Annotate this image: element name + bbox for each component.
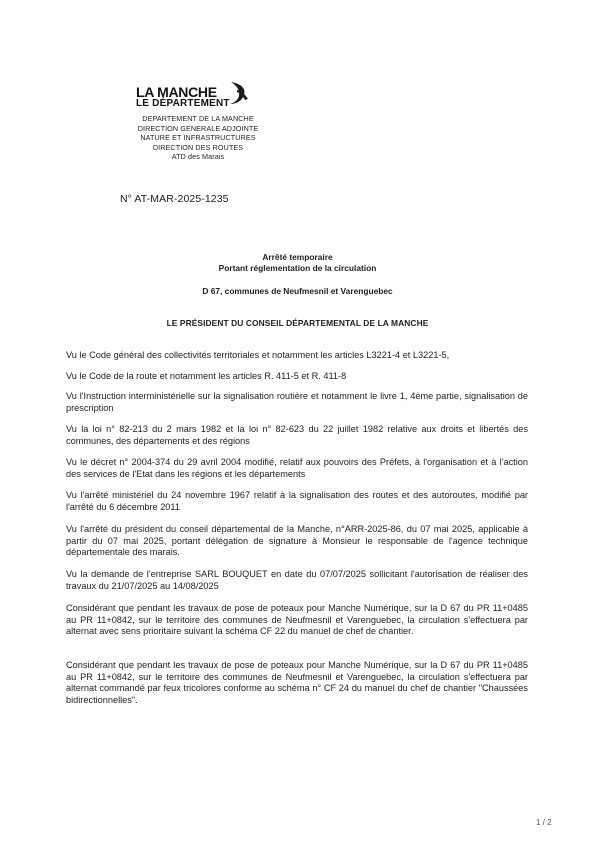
org-line: ATD des Marais bbox=[171, 152, 225, 161]
organization-lines bbox=[128, 114, 268, 162]
document-title: Arrêté temporaire bbox=[262, 252, 333, 262]
logo-subtitle: LE DÉPARTEMENT bbox=[136, 98, 230, 109]
reference-number: N° AT-MAR-2025-1235 bbox=[120, 193, 229, 205]
issuer-heading: LE PRÉSIDENT DU CONSEIL DÉPARTEMENTAL DE LA MANCHE bbox=[166, 318, 429, 328]
paragraph: Considérant que pendant les travaux de pose de poteaux pour Manche Numérique, sur la D 67 du PR 11+0485 au PR 11+0842, sur le territoire des communes de Neufmesnil et Varenguebec, la circulation s'effectuera par alternat avec sens prioritaire suivant la schéma CF 22 du manuel de chef de chantier. bbox=[66, 603, 528, 637]
paragraph: Vu le Code général des collectivités territoriales et notamment les articles L3221-4 et L3221-5, bbox=[66, 350, 450, 360]
paragraph: Considérant que pendant les travaux de pose de poteaux pour Manche Numérique, sur la D 67 du PR 11+0485 au PR 11+0842, sur le territoire des communes de Neufmesnil et Varenguebec, la circulation s'effectuera par alternat commandé par feux tricolores conforme au schéma n° CF 24 du manuel du chef de chantier "Chaussées bidirectionnelles". bbox=[66, 660, 528, 705]
logo bbox=[128, 84, 268, 110]
org-line: DIRECTION GENERALE ADJOINTE bbox=[137, 123, 259, 133]
road-location: D 67, communes de Neufmesnil et Varenguebec bbox=[202, 286, 393, 296]
page-number: 1 / 2 bbox=[536, 818, 552, 827]
paragraph: Vu le Code de la route et notamment les articles R. 411-5 et R. 411-8 bbox=[66, 371, 347, 381]
org-line: DIRECTION DES ROUTES bbox=[152, 142, 244, 152]
paragraph: Vu la demande de l'entreprise SARL BOUQUET en date du 07/07/2025 sollicitant l'autorisation de réaliser des travaux du 21/07/2025 au 14/08/2025 bbox=[66, 569, 528, 591]
paragraph: Vu le décret n° 2004-374 du 29 avril 2004 modifié, relatif aux pouvoirs des Préfets, à l'organisation et à l'action des services de l'Etat dans les régions et les départements bbox=[66, 457, 528, 479]
paragraph: Vu l'Instruction interministérielle sur la signalisation routière et notamment le livre 1, 4ème partie, signalisation de prescription bbox=[66, 391, 528, 413]
logo-title: LA MANCHE bbox=[136, 84, 217, 100]
org-line: NATURE ET INFRASTRUCTURES bbox=[140, 133, 256, 142]
paragraph: Vu la loi n° 82-213 du 2 mars 1982 et la loi n° 82-623 du 22 juillet 1982 relative aux droits et libertés des communes, des départements et des régions bbox=[66, 424, 528, 446]
paragraph: Vu l'arrêté du président du conseil départemental de la Manche, n°ARR-2025-86, du 07 mai 2025, applicable à partir du 07 mai 2025, portant délégation de signature à Monsieur le responsable de l'agence technique départementale des marais. bbox=[66, 524, 528, 558]
manche-logo-icon bbox=[228, 80, 250, 106]
department-header bbox=[128, 84, 268, 162]
org-line: DEPARTEMENT DE LA MANCHE bbox=[142, 114, 254, 123]
paragraph: Vu l'arrêté ministériel du 24 novembre 1967 relatif à la signalisation des routes et des autoroutes, modifié par l'arrêté du 6 décembre 2011 bbox=[66, 490, 528, 512]
document-subtitle: Portant réglementation de la circulation bbox=[218, 263, 377, 273]
